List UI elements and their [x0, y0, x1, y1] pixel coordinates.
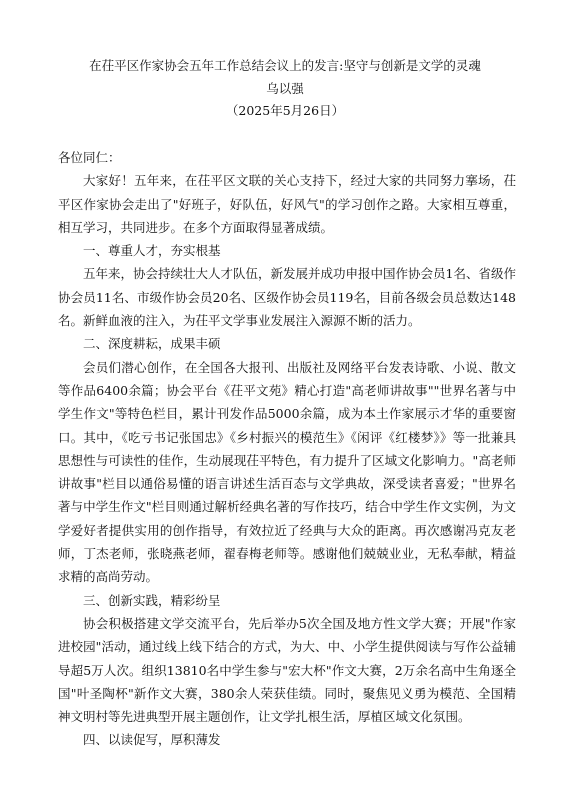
section-heading-4: 四、以读促写，厚积薄发: [83, 732, 221, 748]
section-paragraph-1: 五年来，协会持续壮大人才队伍，新发展并成功申报中国作协会员1名、省级作协会员11名、市级作协会员20名、区级作协会员119名，目前各级会员总数达148名。新鲜血液的注入，为茌平文学事业发展注入源源不断的活力。: [58, 266, 516, 329]
section-heading-3: 三、创新实践，精彩纷呈: [83, 592, 221, 608]
section-paragraph-3: 协会积极搭建文学交流平台，先后举办5次全国及地方性文学大赛；开展"作家进校园"活动，通过线上线下结合的方式，为大、中、小学生提供阅读与写作公益辅导超5万人次。组织13810名中学生参与"宏大杯"作文大赛，2万余名高中生角逐全国"叶圣陶杯"新作文大赛，380余人荣获佳绩。同时，聚焦见义勇为模范、全国精神文明村等先进典型开展主题创作，让文学扎根生活，厚植区域文化氛围。: [58, 615, 516, 725]
section-paragraph-2: 会员们潜心创作，在全国各大报刊、出版社及网络平台发表诗歌、小说、散文等作品6400余篇；协会平台《茌平文苑》精心打造"高老师讲故事""世界名著与中学生作文"等特色栏目，累计刊发作品5000余篇，成为本土作家展示才华的重要窗口。其中，《吃亏书记张国忠》《乡村振兴的模范生》《闲评《红楼梦》》等一批兼具思想性与可读性的佳作，生动展现茌平特色，有力提升了区域文化影响力。"高老师讲故事"栏目以通俗易懂的语言讲述生活百态与文学典故，深受读者喜爱；"世界名著与中学生作文"栏目则通过解析经典名著的写作技巧，结合中学生作文实例，为文学爱好者提供实用的创作指导，有效拉近了经典与大众的距离。再次感谢冯克友老师，丁杰老师，张晓燕老师，翟春梅老师等。感谢他们兢兢业业，无私奉献，精益求精的高尚劳动。: [58, 359, 516, 585]
salutation: 各位同仁：: [58, 150, 121, 165]
document-title: 在茌平区作家协会五年工作总结会议上的发言:坚守与创新是文学的灵魂: [89, 58, 481, 73]
intro-paragraph: 大家好！五年来，在茌平区文联的关心支持下，经过大家的共同努力搴场，茌平区作家协会走出了"好班子，好队伍，好风气"的学习创作之路。大家相互尊重，相互学习，共同进步。在多个方面取得显著成绩。: [58, 173, 516, 235]
section-heading-1: 一、尊重人才，夯实根基: [83, 243, 221, 259]
speech-body: [58, 146, 516, 752]
author-name: 乌以强: [266, 81, 304, 96]
speech-date: （2025年5月26日）: [225, 103, 345, 118]
section-heading-2: 二、深度耕耘，成果丰硕: [83, 336, 221, 352]
